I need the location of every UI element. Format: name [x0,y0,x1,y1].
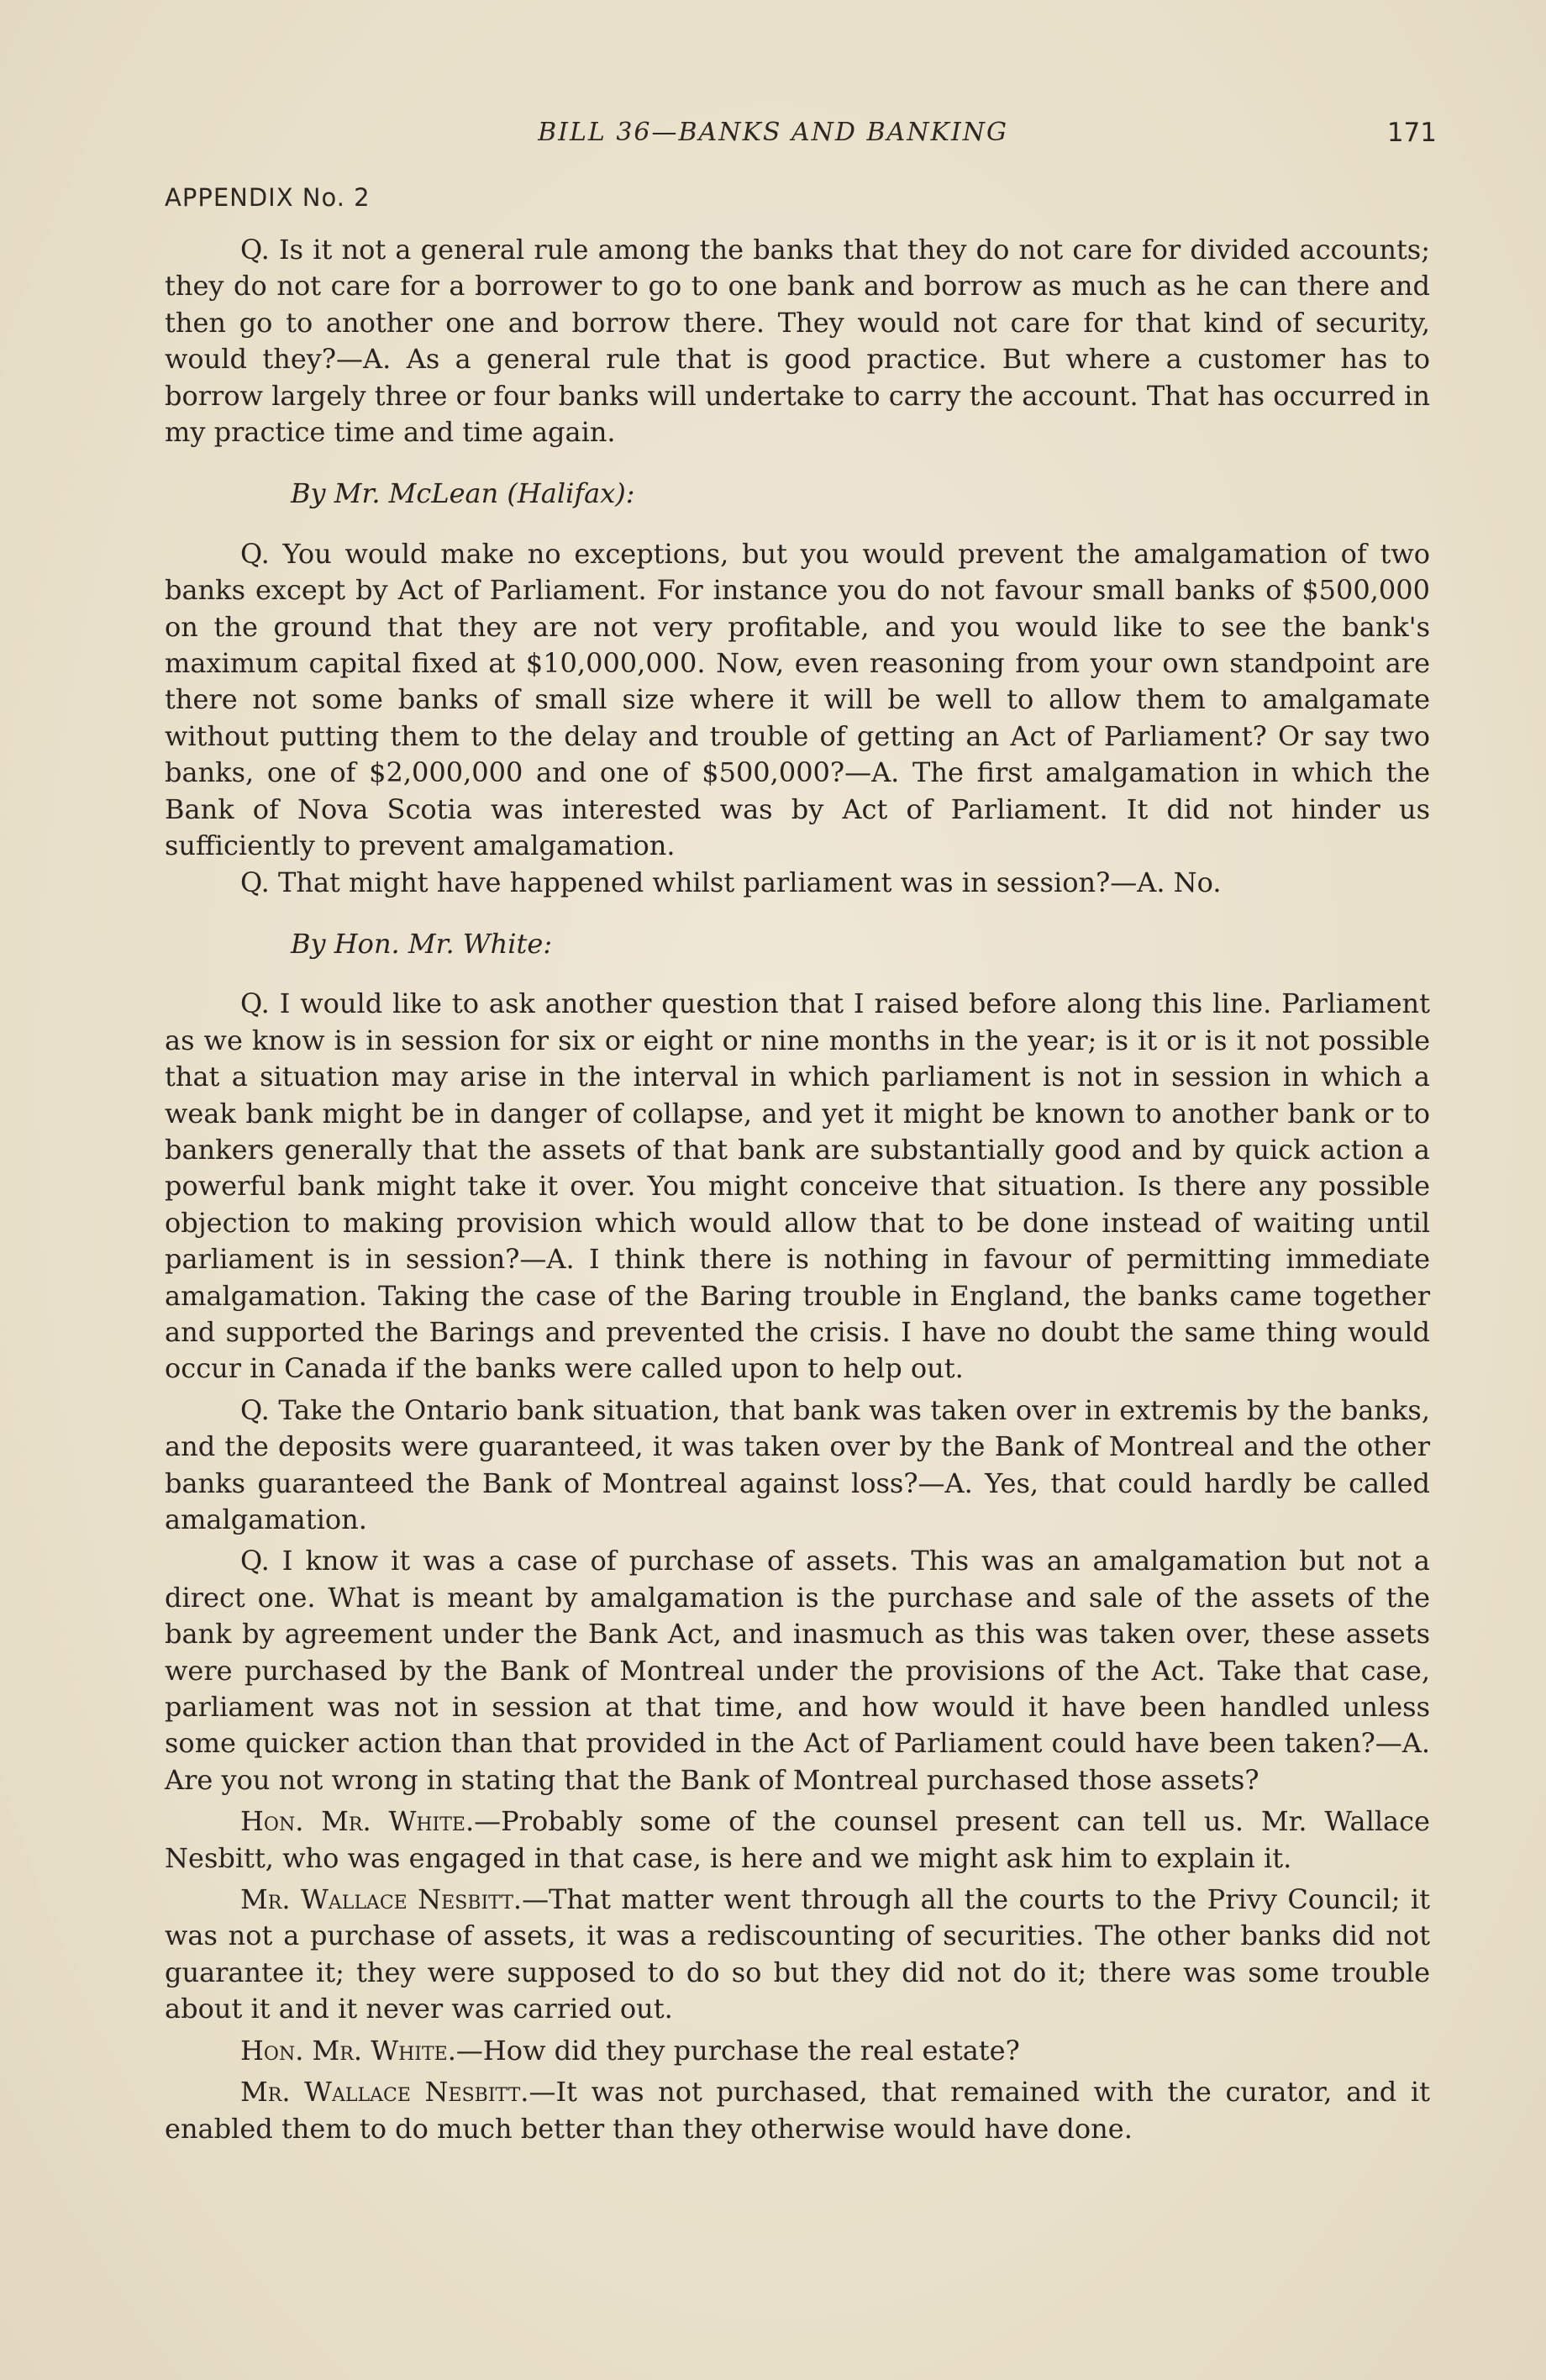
paragraph-1: Q. Is it not a general rule among the banks that they do not care for divided accounts; they do not care for a borrower to go to one bank and borrow as much as he can there and then go to another one and borrow there. They would not care for that kind of security, would they?—A. As a general rule that is good practice. But where a customer has to borrow largely three or four banks will undertake to carry the account. That has occurred in my practice time and time again. [165,234,1430,449]
speech-text: —That matter went through all the courts to the Privy Council; it was not a purchase of assets, it was a rediscounting of securities. The other banks did not guarantee it; they were supposed to do so but they did not do it; there was some trouble about it and it never was carried out. [165,1883,1430,2025]
section-heading-white: By Hon. Mr. White: [291,927,553,960]
speech-text: —Probably some of the counsel present can tell us. Mr. Wallace Nesbitt, who was engaged in that case, is here and we might ask him to explain it. [165,1805,1430,1874]
page-number: 171 [1386,118,1437,148]
speaker-name: Hon. Mr. White. [240,2034,456,2067]
paragraph-8 [165,1882,1430,2028]
running-head [0,118,1546,151]
speaker-name: Hon. Mr. White. [240,1805,475,1838]
paragraph-5: Q. Take the Ontario bank situation, that bank was taken over in extremis by the banks, and the deposits were guaranteed, it was taken over by the Bank of Montreal and the other banks guaranteed the Bank of Montreal against loss?—A. Yes, that could hardly be called amalgamation. [165,1393,1430,1535]
paragraph-6: Q. I know it was a case of purchase of assets. This was an amalgamation but not a direct one. What is meant by amalgamation is the purchase and sale of the assets of the bank by agreement under the Bank Act, and inasmuch as this was taken over, these assets were purchased by the Bank of Montreal under the provisions of the Act. Take that case, parliament was not in session at that time, and how would it have been handled unless some quicker action than that provided in the Act of Parliament could have been taken?—A. Are you not wrong in stating that the Bank of Montreal purchased those assets? [165,1545,1430,1796]
appendix-label: APPENDIX No. 2 [165,183,371,212]
running-title: BILL 36—BANKS AND BANKING [538,118,1008,147]
paragraph-4: Q. I would like to ask another question that I raised before along this line. Parliament as we know is in session for six or eight or nine months in the year; is it or is it not possible that a situation may arise in the interval in which parliament is not in session in which a weak bank might be in danger of collapse, and yet it might be known to another bank or to bankers generally that the assets of that bank are substantially good and by quick action a powerful bank might take it over. You might conceive that situation. Is there any possible objection to making provision which would allow that to be done instead of waiting until parliament is in session?—A. I think there is nothing in favour of permitting immediate amalgamation. Taking the case of the Baring trouble in England, the banks came together and supported the Barings and prevented the crisis. I have no doubt the same thing would occur in Canada if the banks were called upon to help out. [165,987,1430,1385]
section-heading-mclean: By Mr. McLean (Halifax): [291,477,635,510]
paragraph-3: Q. That might have happened whilst parliament was in session?—A. No. [240,866,1222,898]
paragraph-10 [165,2074,1430,2147]
speech-text: —It was not purchased, that remained with the curator, and it enabled them to do much better than they otherwise would have done. [165,2076,1431,2145]
speaker-name: Mr. Wallace Nesbitt. [240,2076,529,2109]
speaker-name: Mr. Wallace Nesbitt. [240,1883,523,1916]
body-text [165,232,1430,2152]
paragraph-2: Q. You would make no exceptions, but you would prevent the amalgamation of two banks except by Act of Parliament. For instance you do not favour small banks of $500,000 on the ground that they are not very profitable, and you would like to see the bank's maximum capital fixed at $10,000,000. Now, even reasoning from your own standpoint are there not some banks of small size where it will be well to allow them to amalgamate without putting them to the delay and trouble of getting an Act of Parliament? Or say two banks, one of $2,000,000 and one of $500,000?—A. The first amalgamation in which the Bank of Nova Scotia was interested was by Act of Parliament. It did not hinder us sufficiently to prevent amalgamation. [165,537,1430,862]
speech-text: —How did they purchase the real estate? [455,2034,1020,2067]
paragraph-7 [165,1803,1430,1877]
paragraph-9 [165,2033,1430,2069]
